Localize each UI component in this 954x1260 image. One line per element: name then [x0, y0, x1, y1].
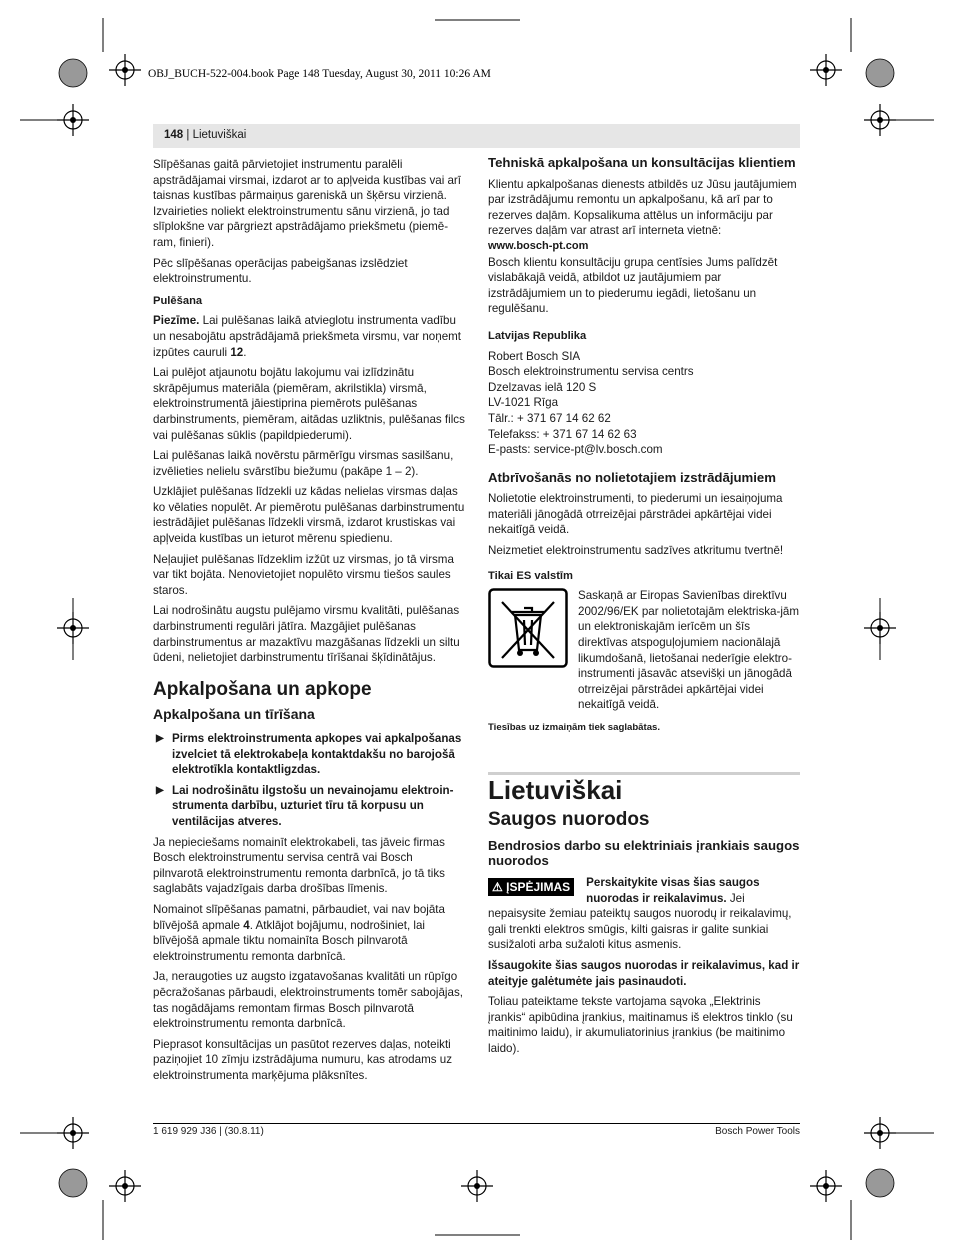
- paragraph: Ja, neraugoties uz augsto izgatavošanas kvalitāti un rūpīgo pēcražošanas pārbaudi, elektroinstruments tomēr sabojājas, tas nogādājams remontam firmas Bosch pilnvarotā elektroinstrumentu remonta darbnīcā.: [153, 970, 463, 1031]
- address-line: Dzelzavas ielā 120 S: [488, 380, 597, 394]
- section-heading: Latvijas Republika: [488, 329, 587, 342]
- address-line: Telefakss: + 371 67 14 62 63: [488, 427, 637, 441]
- paragraph: Ja nepieciešams nomainīt elektrokabeli, tas jāveic firmas Bosch elektroinstrumentu servisa centrā vai Bosch pilnvarotā elektroinstrumentu remonta darbnīcā, jo tā tiks saglabāts vajadzīgais darba drošības līmenis.: [153, 835, 445, 896]
- weee-text: Saskaņā ar Eiropas Savienības direktīvu 2002/96/EK par nolietotajām elektriska-jām un elektroniskajām ierīcēm un šīs direktīvas atspoguļojumiem nacionālajā likumdošanā, lietošanai nederīgie elektro-instrumenti jāsavāc atsevišķi un jānogādā otrreizējai pārstrādei apkārtējai videi nekaitīgā veidā.: [578, 589, 800, 712]
- header-separator: |: [183, 129, 193, 141]
- paragraph: Neizmetiet elektroinstrumentu sadzīves atkritumu tvertnē!: [488, 544, 784, 558]
- paragraph: Lai pulēšanas laikā novērstu pārmērīgu virsmas sasilšanu, izvēlieties nelielu svārstību biežumu (pakāpe 1 – 2).: [153, 449, 454, 478]
- address-line: LV-1021 Rīga: [488, 396, 559, 410]
- right-column: [488, 155, 800, 1062]
- paragraph: Išsaugokite šias saugos nuorodas ir reikalavimus, kad ir ateityje galėtumėte jais pasinaudoti.: [488, 958, 800, 988]
- section-heading: Tikai ES valstīm: [488, 569, 573, 582]
- paragraph: Slīpēšanas gaitā pārvietojiet instrumentu paralēli apstrādājamai virsmai, izdarot ar to apļveida kustības vai arī taisnas kustības pārmaiņus gareniskā un šķērsu virzienā. Izvairieties noliekt elektroinstrumentu sānu virzienā, jo tad slīplokšne var pārgriezt apstrādājamo priekšmetu (piemē-ram, finieri).: [153, 158, 462, 249]
- language-title: Lietuviškai: [488, 774, 623, 805]
- note-label: Piezīme.: [153, 314, 200, 328]
- subsection-heading: Apkalpošana un tīrīšana: [153, 706, 315, 723]
- warning-bold: Perskaitykite visas šias saugos nuorodas ir reikalavimus.: [586, 875, 760, 905]
- paragraph: Lai nodrošinātu augstu pulējamo virsmu kvalitāti, pulēšanas darbinstrumenti regulāri jātīra. Mazgājiet pulēšanas darbinstrumentus ar mazaktīvu mazgāšanas līdzekli un siltu ūdeni, nelietojiet darbinstrumentu tīrīšanai šķīdinātājus.: [153, 604, 460, 665]
- section-heading: Bendrosios darbo su elektriniais įrankiais saugos nuorodos: [488, 837, 800, 869]
- footer-right: Bosch Power Tools: [715, 1126, 800, 1137]
- bullet-item: [153, 783, 465, 830]
- warning-paragraph: [488, 875, 800, 953]
- section-heading: Pulēšana: [153, 294, 203, 307]
- paragraph: Pieprasot konsultācijas un pasūtot rezerves daļas, noteikti paziņojiet 10 zīmju izstrādājuma numuru, kas atrodams uz elektroinstrumenta marķējuma plāksnītes.: [153, 1037, 452, 1082]
- address-line: E-pasts: service-pt@lv.bosch.com: [488, 443, 663, 457]
- warning-badge: [488, 878, 574, 896]
- bullet-item: [153, 731, 465, 778]
- website-url[interactable]: www.bosch-pt.com: [488, 239, 589, 252]
- paragraph: Lai pulējot atjaunotu bojātu lakojumu vai izlīdzinātu skrāpējumus materiāla (piemēram, akrilstikla) virsmā, elektroinstrumentā jāiestiprina piemērots pulēšanas darbinstruments, piemēram, aitādas uzliktnis, pulēšanas filcs vai pulēšanas sūklis (papildpiederumi).: [153, 366, 465, 442]
- paragraph: [153, 902, 465, 964]
- warning-label: ĮSPĖJIMAS: [506, 879, 571, 894]
- footer-rule: [153, 1123, 800, 1124]
- paragraph: Toliau pateiktame tekste vartojama sąvoka „Elektrinis įrankis“ apibūdina įrankius, maitinamus iš elektros tinklo (su maitinimo laidu), ir akumuliatorinius įrankius (be maitinimo laido).: [488, 995, 793, 1055]
- header-language: Lietuviškai: [192, 129, 247, 141]
- section-title: Saugos nuorodos: [488, 809, 650, 831]
- paragraph: Klientu apkalpošanas dienests atbildēs uz Jūsu jautājumiem par izstrādājumu remontu un apkalpošanu, kā arī par to rezerves daļām. Kopsalikuma attēlus un informāciju par rezerves daļām var atrast arī interneta vietnē:: [488, 177, 797, 238]
- page-header-bar: [153, 124, 800, 148]
- footer-left: 1 619 929 J36 | (30.8.11): [153, 1126, 264, 1137]
- rights-notice: Tiesības uz izmaiņām tiek saglabātas.: [488, 722, 661, 733]
- print-header: OBJ_BUCH-522-004.book Page 148 Tuesday, August 30, 2011 10:26 AM: [148, 68, 491, 80]
- note-number: 12: [230, 345, 244, 359]
- bullet-text: Pirms elektroinstrumenta apkopes vai apkalpošanas izvelciet tā elektrokabeļa kontaktdakšu no barojošā elektrotīkla kontaktligzdas.: [172, 732, 462, 777]
- note-end: .: [243, 345, 247, 359]
- note-text: Lai pulēšanas laikā atvieglotu instrumenta vadību un nesabojātu apstrādājamā priekšmeta virsmu, var noņemt izpūtes cauruli: [153, 314, 462, 359]
- warning-text: Jei nepaisysite žemiau pateiktų saugos nuorodų ir reikalavimų, gali trenkti elektros smūgis, kilti gaisras ir galite sunkiai susižaloti arba sužaloti kitus asmenis.: [488, 891, 792, 952]
- page-number: 148: [164, 129, 184, 141]
- address-line: Tālr.: + 371 67 14 62 62: [488, 411, 611, 425]
- bullet-arrow-icon: ▶: [156, 733, 164, 744]
- address-block: [488, 349, 800, 458]
- section-heading: Atbrīvošanās no nolietotajiem izstrādājumiem: [488, 469, 776, 485]
- warning-triangle-icon: ⚠: [492, 879, 503, 894]
- paragraph-text: Nomainot slīpēšanas pamatni, pārbaudiet, vai nav bojāta blīvējošā apmale: [153, 902, 445, 932]
- crossed-out-wheelie-bin-icon: [488, 588, 578, 718]
- paragraph-text: . Atklājot bojājumu, nodrošiniet, lai blīvējošā apmale tiktu nomainīta Bosch pilnvarotā elektroinstrumentu remonta darbnīcā.: [153, 918, 425, 963]
- bullet-text: Lai nodrošinātu ilgstošu un nevainojamu elektroin-strumenta darbību, uzturiet tīru tā korpusu un ventilācijas atveres.: [172, 783, 454, 828]
- section-title: Apkalpošana un apkope: [153, 678, 372, 700]
- address-line: Robert Bosch SIA: [488, 349, 581, 363]
- paragraph: Neļaujiet pulēšanas līdzeklim izžūt uz virsmas, jo tā virsma var tikt bojāta. Nenovietojiet nopulēto virsmu tiešos saules staros.: [153, 552, 454, 597]
- paragraph: Bosch klientu konsultāciju grupa centīsies Jums palīdzēt vislabākajā veidā, atbildot uz jautājumiem par izstrādājumiem un to piederumu iegādi, lietošanu un regulēšanu.: [488, 255, 778, 316]
- paragraph: Pēc slīpēšanas operācijas pabeigšanas izslēdziet elektroinstrumentu.: [153, 256, 408, 286]
- page-header: [164, 129, 246, 141]
- weee-block: [488, 588, 800, 718]
- address-line: Bosch elektroinstrumentu servisa centrs: [488, 365, 694, 379]
- section-heading: Tehniskā apkalpošana un konsultācijas klientiem: [488, 155, 796, 170]
- part-number: 4: [243, 918, 250, 932]
- paragraph: Nolietotie elektroinstrumenti, to piederumi un iesaiņojuma materiāli jānogādā otrreizējai pārstrādei apkārtējai videi nekaitīgā veidā.: [488, 492, 783, 537]
- bullet-arrow-icon: ▶: [156, 784, 164, 796]
- left-column: [153, 157, 465, 1088]
- note-paragraph: [153, 313, 465, 360]
- paragraph: Uzklājiet pulēšanas līdzekli uz kādas nelielas virsmas daļas ko vēlaties nopulēt. Ar piemērotu pulēšanas darbinstrumentu iestrādājiet pulēšanas līdzekli virsmā, izdarot krustiskas vai apļveida kustības un ieturot mērenu spiedienu.: [153, 485, 465, 546]
